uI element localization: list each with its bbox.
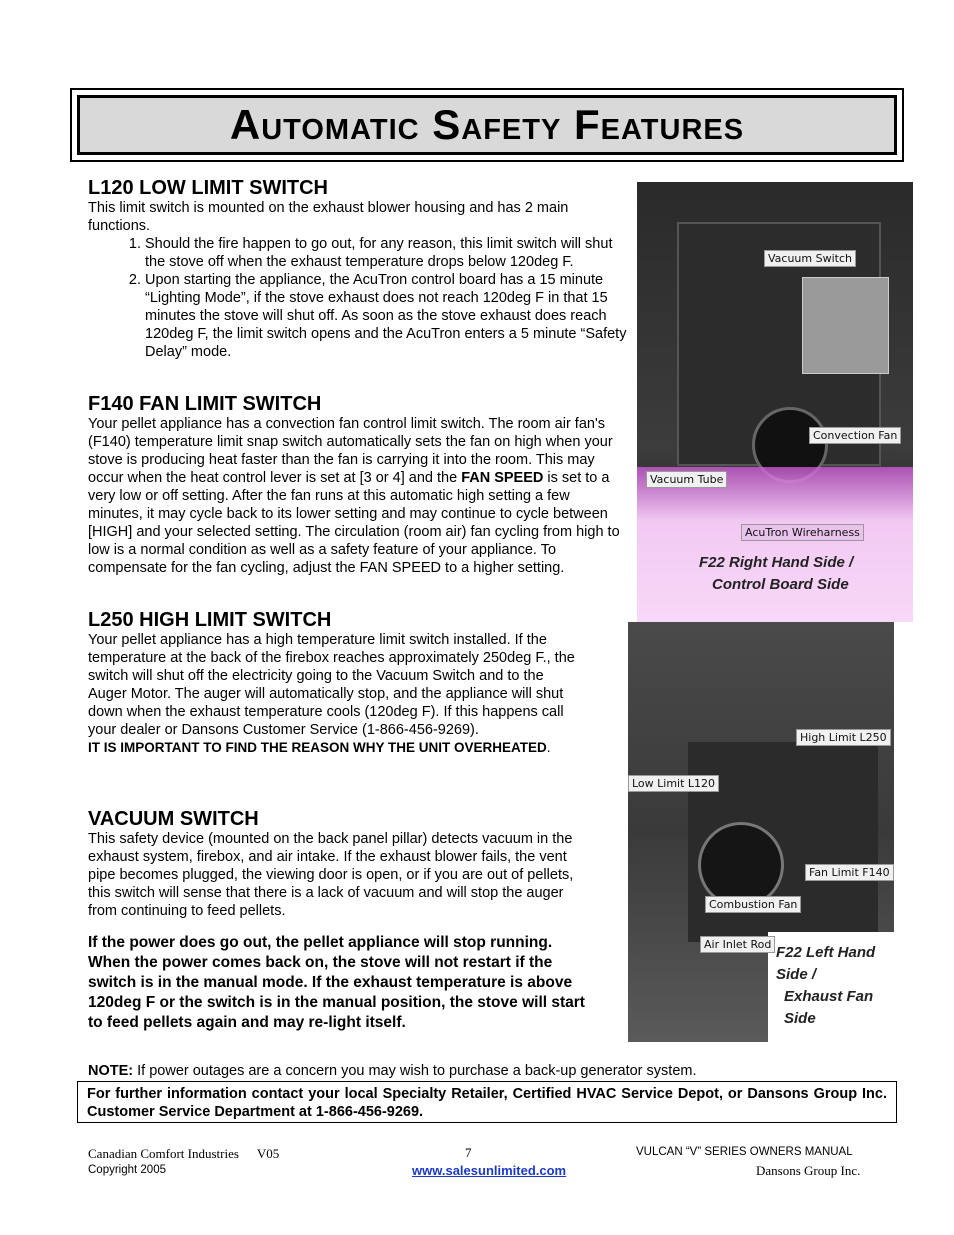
section-body: Your pellet appliance has a high temperature limit switch installed. If the temperature at the back of the firebox reaches approximately 250deg F., the switch will shut off the electricity going to the Vacuum Switch and to the Auger Motor. The auger will automatically stop, and the appliance will shut down when the exhaust temperature cools (120deg F). If this happens call your dealer or Dansons Customer Service (1-866-456-9269). <box>88 632 575 738</box>
low-limit-label: Low Limit L120 <box>628 775 719 792</box>
combustion-fan-label: Combustion Fan <box>705 896 801 913</box>
section-heading: F140 FAN LIMIT SWITCH <box>88 393 322 415</box>
page-title: Automatic Safety Features <box>229 101 745 148</box>
caption-line: F22 Left Hand Side / <box>776 944 876 983</box>
control-board-side-photo <box>637 182 913 622</box>
publisher: Dansons Group Inc. <box>756 1163 861 1178</box>
section-body <box>88 415 628 577</box>
section-heading: VACUUM SWITCH <box>88 808 259 830</box>
website-link[interactable]: www.salesunlimited.com <box>412 1163 567 1178</box>
title-banner <box>77 95 897 155</box>
section-l120 <box>88 177 628 361</box>
version: V05 <box>256 1146 280 1161</box>
footer-company <box>88 1146 279 1162</box>
vacuum-switch-label: Vacuum Switch <box>764 250 856 267</box>
manual-title: VULCAN “V” SERIES OWNERS MANUAL <box>636 1146 853 1158</box>
photo-caption <box>776 942 894 1030</box>
warning-text <box>88 739 578 757</box>
convection-fan-label: Convection Fan <box>809 427 901 444</box>
company-name: Canadian Comfort Industries <box>88 1146 239 1161</box>
fan-speed-term: FAN SPEED <box>461 470 544 486</box>
wireharness-label: AcuTron Wireharness <box>741 524 864 541</box>
warning-end: . <box>546 740 551 755</box>
page-number: 7 <box>465 1145 472 1160</box>
power-outage-paragraph: If the power does go out, the pellet appliance will stop running. When the power comes back on, the stove will not restart if the switch is in the manual mode. If the exhaust temperature is above 120deg F or the switch is in the manual position, the stove will start to feed pellets again and may re-light itself. <box>88 934 585 1031</box>
function-list <box>88 235 628 361</box>
body-text: Your pellet appliance has a convection fan control limit switch. The room air fan's (F140) temperature limit snap switch automatically sets the fan on high when your stove is producing heat faster than the fan is carrying it into the room. This may occur when the heat control lever is set at [3 or 4] and the <box>88 416 613 486</box>
section-l250 <box>88 609 578 757</box>
note-label: NOTE: <box>88 1063 134 1079</box>
vacuum-tube-label: Vacuum Tube <box>646 471 727 488</box>
air-inlet-label: Air Inlet Rod <box>700 936 775 953</box>
section-body: This safety device (mounted on the back panel pillar) detects vacuum in the exhaust system, firebox, and air intake. If the exhaust blower fails, the vent pipe becomes plugged, the viewing door is open, or if you are out of pellets, this switch will sense that there is a lack of vacuum and will stop the auger from continuing to feed pellets. <box>88 831 574 919</box>
title-box <box>70 88 904 162</box>
exhaust-fan-side-photo <box>628 622 894 1042</box>
contact-info-box: For further information contact your local Specialty Retailer, Certified HVAC Service Depot, or Dansons Group Inc. Customer Service Department at 1-866-456-9269. <box>77 1081 897 1123</box>
note-line <box>88 1063 697 1079</box>
section-heading: L120 LOW LIMIT SWITCH <box>88 177 328 199</box>
body-text: is set to a very low or off setting. After the fan runs at this automatic high setting a few minutes, it may cycle back to its lower setting and may continue to cycle between [HIGH] and your selected setting. The circulation (room air) fan cycling from high to low is a normal condition as well as a safety feature of your appliance. To compensate for the fan cycling, adjust the FAN SPEED to a higher setting. <box>88 470 620 576</box>
section-heading: L250 HIGH LIMIT SWITCH <box>88 609 332 631</box>
high-limit-label: High Limit L250 <box>796 729 891 746</box>
fan-limit-label: Fan Limit F140 <box>805 864 894 881</box>
list-item: 2. Upon starting the appliance, the AcuTron control board has a 15 minute “Lighting Mode”, if the stove exhaust does not reach 120deg F in that 15 minutes the stove will shut off. As soon as the stove exhaust does reach 120deg F, the limit switch opens and the AcuTron enters a 5 minute “Safety Delay” mode. <box>145 271 628 361</box>
section-vacuum <box>88 808 588 1033</box>
vacuum-switch-box <box>802 277 889 374</box>
footer-copyright: Copyright 2005 <box>88 1164 166 1176</box>
warning-bold: IT IS IMPORTANT TO FIND THE REASON WHY THE UNIT OVERHEATED <box>88 740 547 755</box>
caption-line: F22 Right Hand Side / <box>699 554 854 571</box>
note-text: If power outages are a concern you may wish to purchase a back-up generator system. <box>133 1063 697 1079</box>
list-item: 1. Should the fire happen to go out, for any reason, this limit switch will shut the stove off when the exhaust temperature drops below 120deg F. <box>145 235 628 271</box>
caption-line: Control Board Side <box>712 576 849 593</box>
section-f140 <box>88 393 628 577</box>
photo-caption <box>699 552 853 596</box>
caption-line: Exhaust Fan Side <box>784 988 874 1027</box>
pink-caption-band <box>637 467 913 622</box>
section-intro: This limit switch is mounted on the exhaust blower housing and has 2 main functions. <box>88 200 569 234</box>
